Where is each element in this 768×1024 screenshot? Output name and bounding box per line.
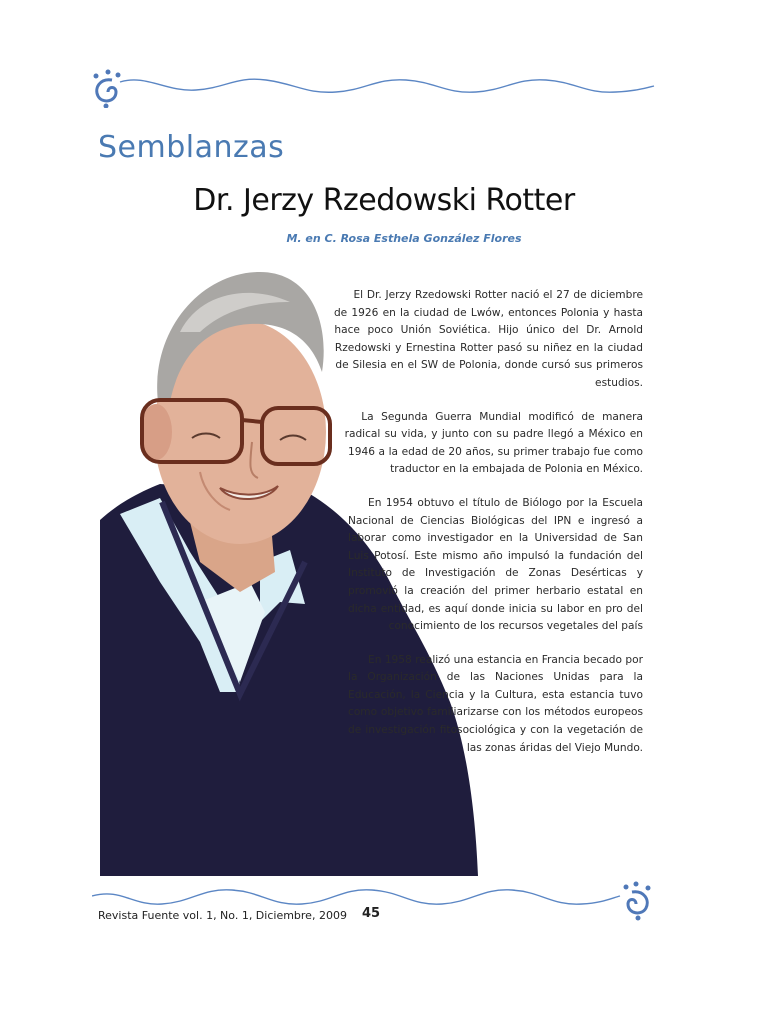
article-title: Dr. Jerzy Rzedowski Rotter [193, 183, 575, 218]
top-wave-ornament [86, 64, 656, 108]
author-byline: M. en C. Rosa Esthela González Flores [286, 232, 522, 245]
paragraph-4: En 1958 realizó una estancia en Francia becado por la Organización de las Naciones Unidas para la Educación, la Ciencia y la Cultura, esta estancia tuvo como objetivo familiarizarse con los métodos europeos de investigación fitosociológica y con la vegetación de las zonas áridas del Viejo Mundo. [348, 653, 643, 754]
page-number: 45 [362, 906, 381, 921]
spiral-glyph-icon [624, 882, 651, 921]
wave-line [92, 890, 620, 904]
footer-journal: Revista Fuente vol. 1, No. 1, Diciembre, 2009 [98, 909, 347, 922]
spiral-glyph-icon [94, 70, 121, 109]
paragraph-3: En 1954 obtuvo el título de Biólogo por la Escuela Nacional de Ciencias Biológicas del IPN e ingresó a laborar como investigador en la Universidad de San Luis Potosí. Este mismo año impulsó la fundación del Instituto de Investigación de Zonas Desérticas y promovió la creación del primer herbario estatal en dicha entidad, es aquí donde inicia su labor en pro del conocimiento de los recursos vegetales del país [348, 496, 643, 633]
section-title: Semblanzas [98, 130, 285, 165]
paragraph-1: El Dr. Jerzy Rzedowski Rotter nació el 27 de diciembre de 1926 en la ciudad de Lwów, entonces Polonia y hasta hace poco Unión Soviética. Hijo único del Dr. Arnold Rzedowski y Ernestina Rotter pasó su niñez en la ciudad de Silesia en el SW de Polonia, donde cursó sus primeros estudios. [333, 289, 643, 389]
wave-line [120, 79, 654, 92]
paragraph-2: La Segunda Guerra Mundial modificó de manera radical su vida, y junto con su padre llegó a México en 1946 a la edad de 20 años, su primer trabajo fue como traductor en la embajada de Polonia en México. [344, 410, 643, 476]
article-body [98, 287, 643, 877]
